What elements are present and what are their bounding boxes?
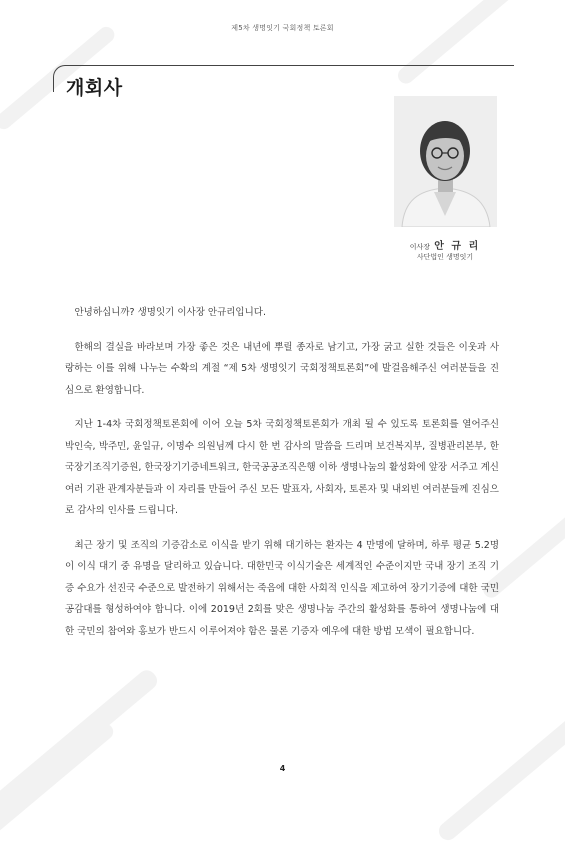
speaker-caption [390,237,500,252]
speech-paragraph: 한해의 결실을 바라보며 가장 좋은 것은 내년에 뿌릴 종자로 남기고, 가장 굵고 실한 것들은 이웃과 사랑하는 이를 위해 나누는 수확의 계절 “제 5차 생명잇기 국회정책토론회”에 발걸음해주신 여러분들을 진심으로 환영합니다. [65,341,499,396]
speaker-organization: 사단법인 생명잇기 [416,253,474,261]
running-header: 제5차 생명잇기 국회정책 토론회 [231,24,334,32]
speech-paragraph: 최근 장기 및 조직의 기증감소로 이식을 받기 위해 대기하는 환자는 4 만명에 달하며, 하루 평균 5.2명이 이식 대기 중 유명을 달리하고 있습니다. 대한민국 이식기술은 세계적인 수준이지만 국내 장기 조직 기증 수요가 선진국 수준으로 발전하기 위해서는 죽음에 대한 사회적 인식을 제고하여 장기기증에 대한 국민 공감대를 형성하여야 합니다. 이에 2019년 2회를 맞은 생명나눔 주간의 활성화를 통하여 생명나눔에 대한 국민의 참여와 홍보가 반드시 이루어져야 함은 물론 기증자 예우에 대한 방법 모색이 필요합니다. [65,539,499,637]
speech-paragraph: 지난 1-4차 국회정책토론회에 이어 오늘 5차 국회정책토론회가 개최 될 수 있도록 토론회를 열어주신 박인숙, 박주민, 윤일규, 이명수 의원님께 다시 한 번 감사의 말씀을 드리며 보건복지부, 질병관리본부, 한국장기조직기증원, 한국장기기증네트워크, 한국공공조직은행 이하 생명나눔의 활성화에 앞장 서주고 계신 여러 기관 관계자분들과 이 자리를 만들어 주신 모든 발표자, 사회자, 토론자 및 내외빈 여러분들께 진심으로 감사의 인사를 드립니다. [65,419,499,516]
page-title: 개회사 [66,77,123,99]
speech-paragraph: 안녕하십니까? 생명잇기 이사장 안규리입니다. [74,307,266,318]
speaker-photo [394,96,497,227]
speaker-name: 안 규 리 [434,241,481,252]
background-shape [435,714,565,843]
page-number: 4 [279,764,286,773]
speech-body [65,302,499,655]
speaker-role: 이사장 [409,243,431,251]
speaker-portrait [394,96,497,227]
